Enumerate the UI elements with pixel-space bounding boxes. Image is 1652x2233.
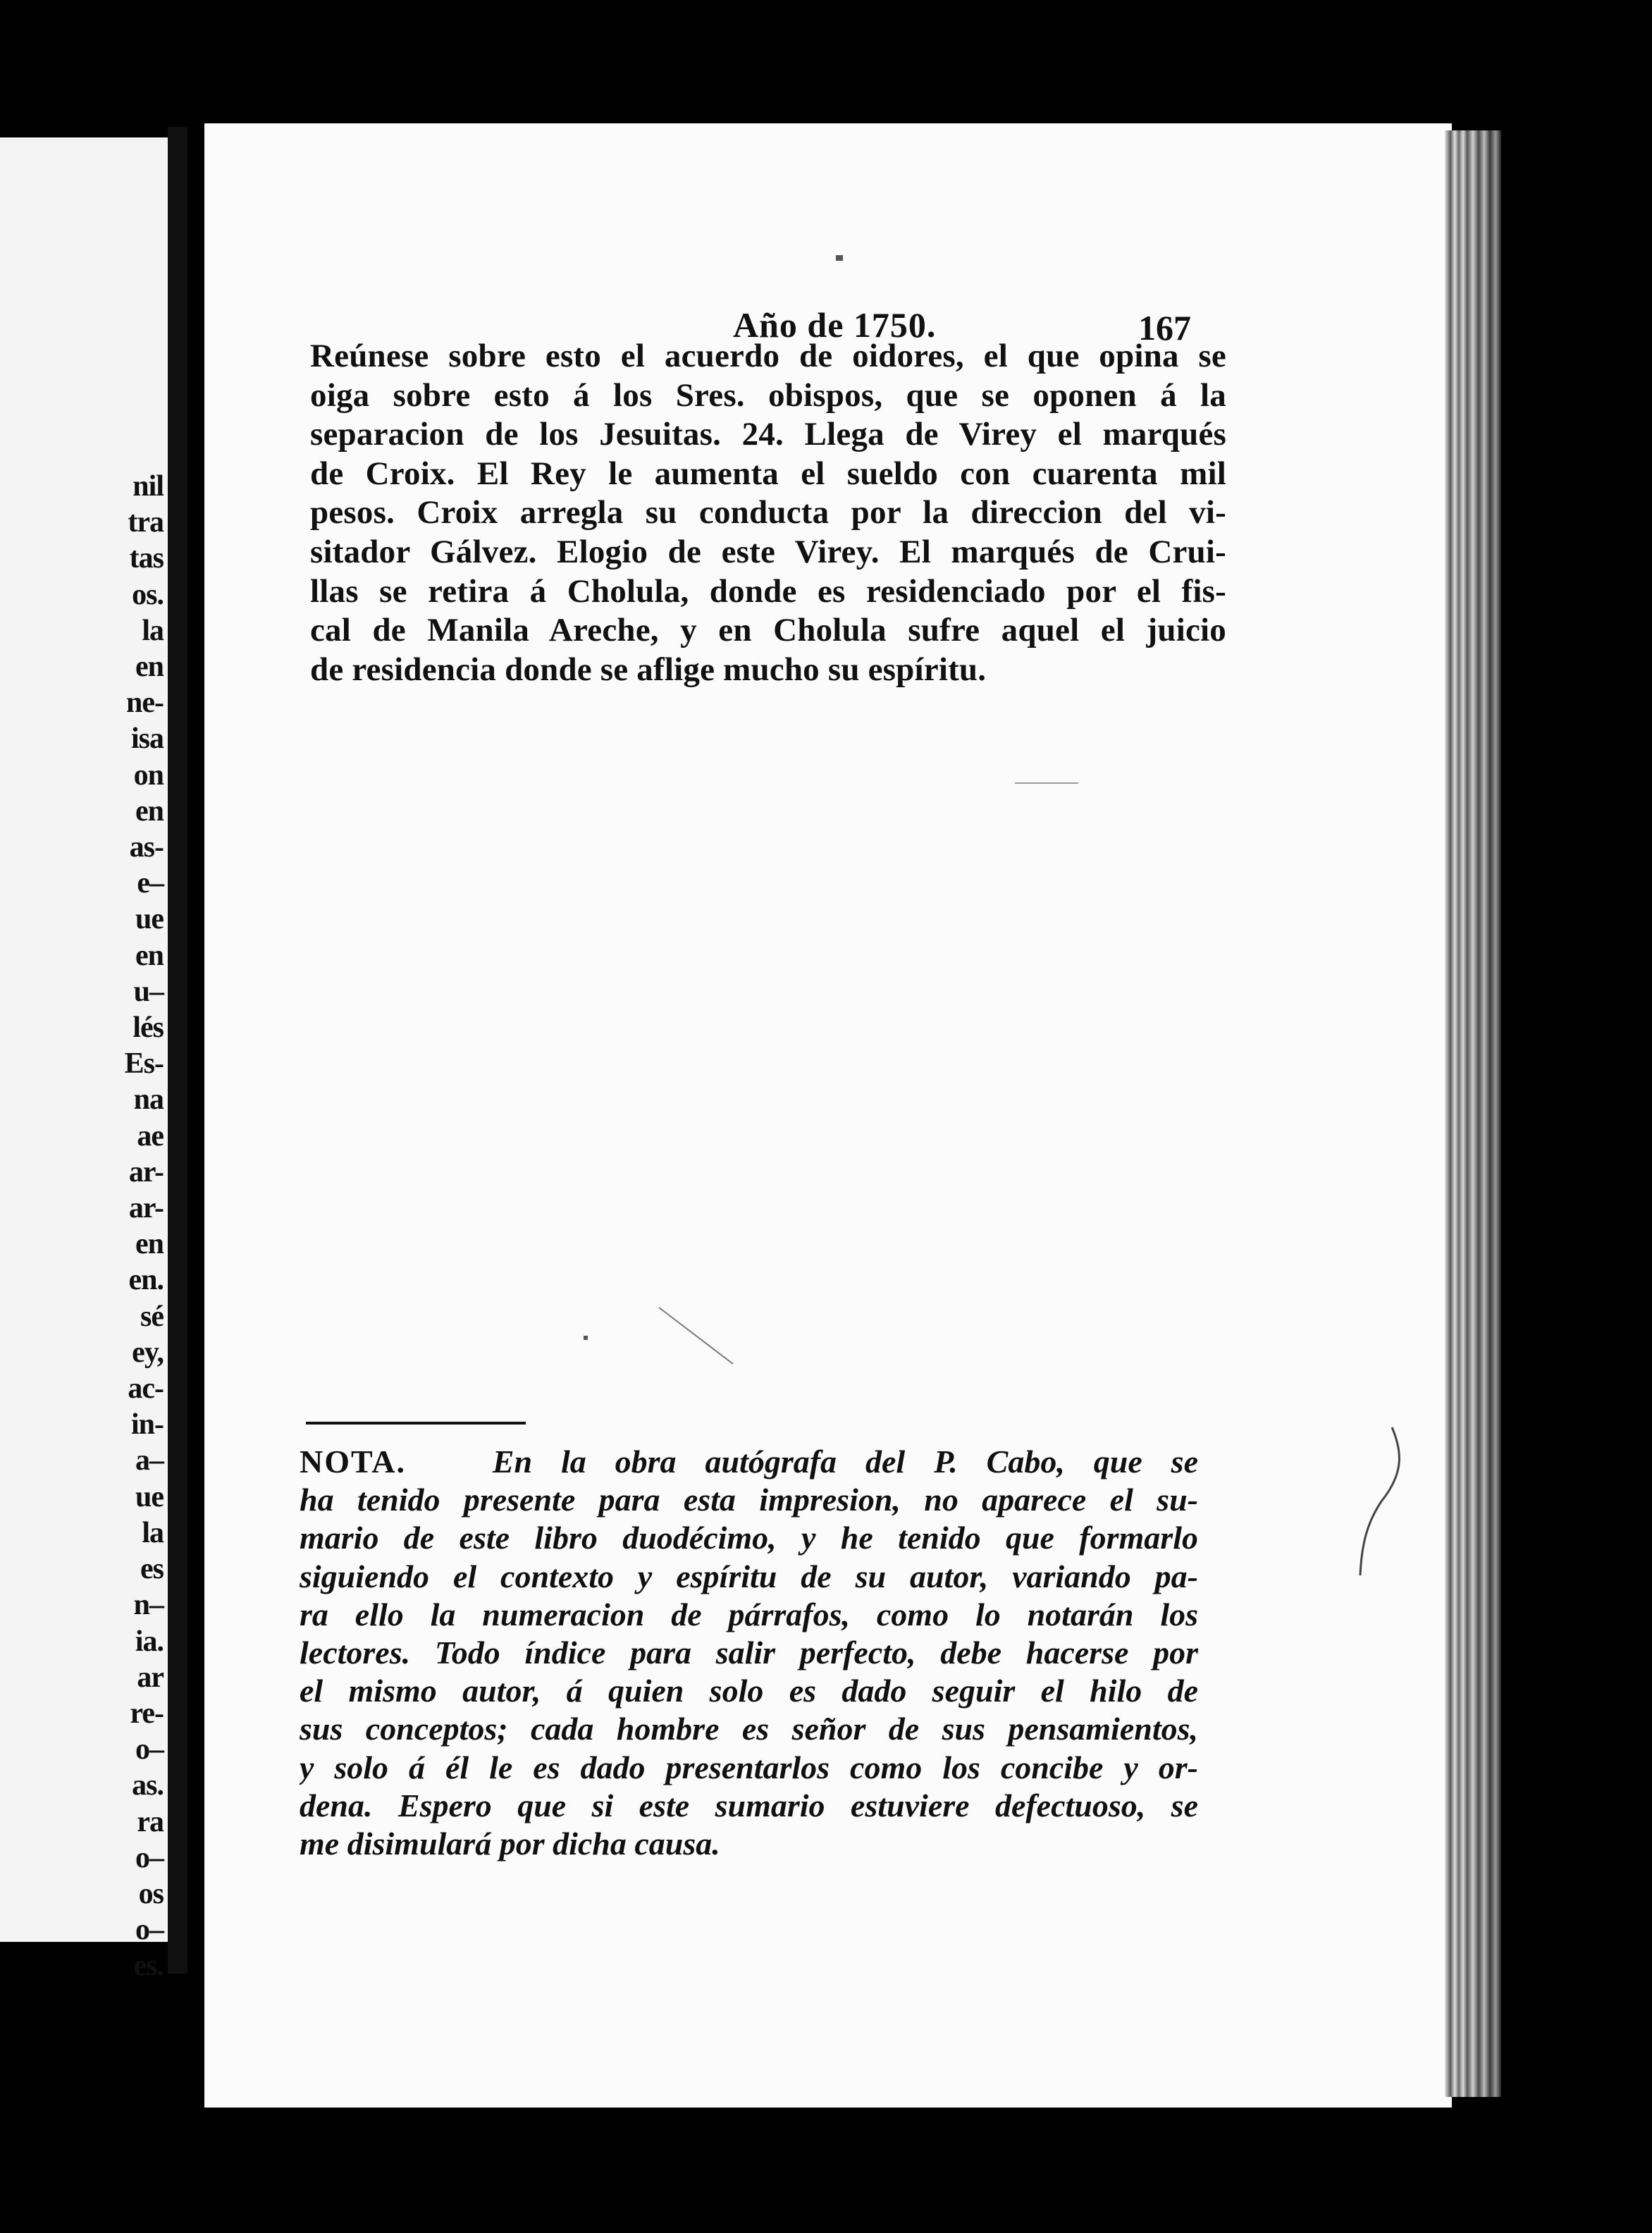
left-page-line: n– (133, 1589, 164, 1622)
left-page-line: isa (130, 722, 164, 756)
left-page-line: o– (135, 1733, 164, 1766)
ink-speck (584, 1336, 588, 1340)
summary-line: sitador Gálvez. Elogio de este Virey. El marqués de Crui- (310, 533, 1226, 570)
page-number: 167 (1138, 308, 1191, 347)
summary-line: de Croix. El Rey le aumenta el sueldo con cuarenta mil (310, 455, 1226, 492)
left-page-line: ae (137, 1119, 164, 1152)
left-page-line: ar- (128, 1155, 164, 1188)
book-gutter (168, 127, 187, 1974)
left-page-line: ey, (132, 1336, 164, 1369)
left-page-line: es. (133, 1950, 164, 1983)
footnote-line: lectores. Todo índice para salir perfecto, debe hacerse por (300, 1635, 1198, 1671)
left-page-line: ar (137, 1661, 164, 1694)
left-page-line: ia. (135, 1625, 164, 1658)
left-page-line: o– (135, 1841, 164, 1874)
left-page-line: re- (130, 1697, 164, 1730)
footnote-line: ha tenido presente para esta impresion, no aparece el su- (300, 1482, 1198, 1518)
summary-line: pesos. Croix arregla su conducta por la direccion del vi- (310, 494, 1226, 531)
left-page-line: Es- (124, 1047, 164, 1081)
left-page-fragment (0, 137, 169, 1983)
left-page-line: ac- (128, 1372, 164, 1405)
footnote-line: siguiendo el contexto y espíritu de su autor, variando pa- (300, 1558, 1198, 1594)
left-page-line: sé (140, 1300, 164, 1333)
footnote-line: me disimulará por dicha causa. (300, 1826, 720, 1862)
left-page-line: u– (133, 975, 164, 1008)
footnote-rule (306, 1422, 526, 1425)
left-page-line: tra (128, 506, 164, 539)
left-page-line: ar- (128, 1192, 164, 1225)
left-page-line: en (135, 939, 164, 972)
summary-line: separacion de los Jesuitas. 24. Llega de Virey el marqués (310, 416, 1226, 453)
footnote-line: dena. Espero que si este sumario estuviere defectuoso, se (300, 1787, 1198, 1823)
left-page-line: la (142, 614, 164, 647)
left-page-line: en (135, 651, 164, 684)
left-page-line: nil (132, 470, 164, 503)
left-page-line: en. (128, 1264, 164, 1297)
left-page-text (0, 469, 164, 1985)
margin-pencil-mark (1353, 1424, 1410, 1579)
left-page-line: tas (129, 542, 164, 575)
left-page-line: e– (137, 867, 164, 900)
left-page-line: en (135, 1228, 164, 1261)
footnote-text: En la obra autógrafa del P. Cabo, que se (492, 1444, 1198, 1480)
left-page-line: lés (132, 1011, 164, 1045)
left-page-line: a– (135, 1444, 164, 1477)
left-page-line: ra (137, 1805, 164, 1838)
left-page-line: na (133, 1083, 164, 1116)
margin-pencil-mark (655, 1304, 740, 1367)
footnote-line: y solo á él le es dado presentarlos como los concibe y or- (300, 1749, 1198, 1785)
summary-line: cal de Manila Areche, y en Cholula sufre aquel el juicio (310, 612, 1226, 649)
left-page-line: on (133, 758, 164, 792)
footnote-line: ra ello la numeracion de párrafos, como lo notarán los (300, 1596, 1198, 1632)
footnote (300, 1443, 1198, 1863)
footnote-line: el mismo autor, á quien solo es dado seguir el hilo de (300, 1673, 1198, 1709)
summary-line: oiga sobre esto á los Sres. obispos, que se oponen á la (310, 376, 1226, 414)
ink-speck (1015, 782, 1078, 784)
left-page-line: os (138, 1877, 164, 1910)
left-page-line: os. (132, 578, 164, 611)
footnote-lead: NOTA. (300, 1444, 406, 1480)
left-page-line: in- (130, 1408, 164, 1441)
page-edges (1445, 130, 1501, 2097)
summary-line: Reúnese sobre esto el acuerdo de oidores, el que opina se (310, 338, 1226, 374)
left-page-line: en (135, 794, 164, 828)
left-page-line: ue (135, 1480, 164, 1513)
left-page-line: as. (132, 1769, 164, 1802)
footnote-line: sus conceptos; cada hombre es señor de sus pensamientos, (300, 1711, 1198, 1747)
left-page-line: ne- (126, 687, 164, 720)
footnote-line: mario de este libro duodécimo, y he tenido que formarlo (300, 1520, 1198, 1556)
left-page-line: es (140, 1553, 164, 1586)
left-page-line: ue (135, 903, 164, 936)
left-page-line: o– (135, 1914, 164, 1947)
ink-speck (836, 255, 843, 261)
chapter-summary (310, 337, 1226, 689)
footnote-first-line (300, 1443, 1198, 1481)
summary-line: de residencia donde se aflige mucho su espíritu. (310, 651, 987, 688)
left-page-line: la (142, 1516, 164, 1549)
summary-line: llas se retira á Cholula, donde es residenciado por el fis- (310, 572, 1226, 610)
running-head: Año de 1750. (733, 305, 937, 345)
left-page-line: as- (129, 831, 164, 864)
